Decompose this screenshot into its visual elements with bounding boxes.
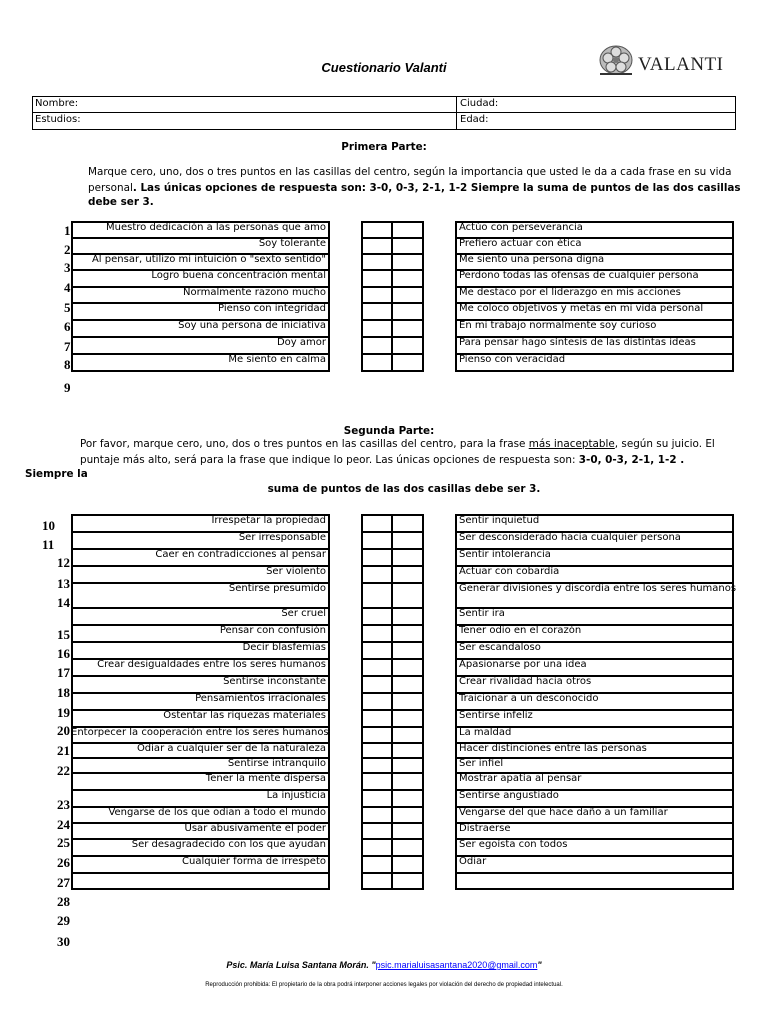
row-divider	[455, 855, 734, 857]
question-number: 8	[64, 357, 71, 372]
personal-info-table	[32, 96, 736, 130]
question-number: 7	[64, 339, 71, 354]
right-statement: Pienso con veracidad	[459, 354, 566, 365]
score-box-left[interactable]	[363, 288, 391, 302]
left-statement: Decir blasfemias	[242, 642, 326, 653]
score-box-right[interactable]	[393, 660, 422, 675]
question-number: 5	[64, 300, 71, 315]
score-box-right[interactable]	[393, 677, 422, 692]
author-email-link[interactable]: psic.marialuisasantana2020@gmail.com	[375, 960, 538, 970]
part2-instructions-b: puntaje más alto, será para la frase que indique lo peor. Las únicas opciones de respuesta son: 3-0, 0-3, 2-1, 1-2 .	[80, 454, 685, 466]
score-box-right[interactable]	[393, 321, 422, 336]
question-number: 1	[64, 223, 71, 238]
right-statement: Sentir ira	[459, 608, 505, 619]
question-number: 18	[57, 685, 70, 700]
score-box-right[interactable]	[393, 694, 422, 709]
score-box-left[interactable]	[363, 533, 391, 548]
logo-text: VALANTI	[638, 54, 724, 75]
flower-logo-icon	[598, 44, 634, 76]
left-statement: Ser cruel	[281, 608, 326, 619]
part2-instructions-c: Siempre la	[25, 468, 88, 480]
score-box-left[interactable]	[363, 874, 391, 888]
score-box-left[interactable]	[363, 223, 391, 237]
question-number: 24	[57, 817, 70, 832]
question-number: 11	[42, 537, 55, 552]
score-box-left[interactable]	[363, 840, 391, 855]
left-statement: Sentirse inconstante	[223, 676, 326, 687]
score-box-right[interactable]	[393, 791, 422, 806]
question-number: 25	[57, 835, 70, 850]
right-statement: La maldad	[459, 727, 512, 738]
left-statement: Crear desigualdades entre los seres humanos	[97, 659, 326, 670]
right-statement: Vengarse del que hace daño a un familiar	[459, 807, 668, 818]
right-statement: Traicionar a un desconocido	[459, 693, 599, 704]
valanti-logo	[598, 44, 732, 76]
right-statement: Ser egoísta con todos	[459, 839, 568, 850]
score-box-right[interactable]	[393, 824, 422, 838]
question-number: 23	[57, 797, 70, 812]
score-box-left[interactable]	[363, 759, 391, 772]
score-box-right[interactable]	[393, 744, 422, 757]
score-box-right[interactable]	[393, 774, 422, 789]
right-statement: Mostrar apatía al pensar	[459, 773, 582, 784]
score-box-left[interactable]	[363, 355, 391, 370]
score-box-left[interactable]	[363, 239, 391, 253]
edad-field[interactable]: Edad:	[460, 114, 489, 125]
left-statement: Irrespetar la propiedad	[211, 515, 326, 526]
question-number: 13	[57, 576, 70, 591]
score-box-right[interactable]	[393, 355, 422, 370]
question-number: 22	[57, 763, 70, 778]
score-box-left[interactable]	[363, 774, 391, 789]
left-statement: Pensamientos irracionales	[195, 693, 326, 704]
score-box-left[interactable]	[363, 677, 391, 692]
score-box-left[interactable]	[363, 711, 391, 726]
estudios-field[interactable]: Estudios:	[35, 114, 81, 125]
right-statement: Me siento una persona digna	[459, 254, 605, 265]
question-number: 15	[57, 627, 70, 642]
left-statement: Caer en contradicciones al pensar	[155, 549, 326, 560]
part2-instructions-d: suma de puntos de las dos casillas debe ser 3.	[267, 483, 541, 495]
right-statement: Sentirse angustiado	[459, 790, 559, 801]
score-box-right[interactable]	[393, 840, 422, 855]
right-statement: Sentir intolerancia	[459, 549, 551, 560]
question-number: 16	[57, 646, 70, 661]
score-box-right[interactable]	[393, 533, 422, 548]
right-statement: Ser desconsiderado hacia cualquier persona	[459, 532, 681, 543]
score-box-left[interactable]	[363, 728, 391, 742]
part1-instructions-c: debe ser 3.	[88, 196, 154, 208]
left-statement: Sentirse intranquilo	[227, 758, 326, 769]
question-number: 26	[57, 855, 70, 870]
left-statement: Normalmente razono mucho	[183, 287, 326, 298]
right-statement: Ser escandaloso	[459, 642, 541, 653]
score-box-right[interactable]	[393, 584, 422, 607]
part1-instructions-b: personal. Las únicas opciones de respuesta son: 3-0, 0-3, 2-1, 1-2 Siempre la suma de puntos de las dos casillas	[88, 182, 741, 194]
score-box-left[interactable]	[363, 584, 391, 607]
question-number: 14	[57, 595, 70, 610]
right-statement: Ser infiel	[459, 758, 504, 769]
right-statement: Generar divisiones y discordia entre los seres humanos	[459, 583, 737, 594]
left-statement: Doy amor	[276, 337, 326, 348]
score-box-left[interactable]	[363, 643, 391, 658]
row-divider	[71, 872, 330, 874]
document-title: Cuestionario Valanti	[321, 60, 447, 75]
left-statement: Tener la mente dispersa	[205, 773, 326, 784]
score-box-left[interactable]	[363, 255, 391, 269]
part1-instructions-a: Marque cero, uno, dos o tres puntos en las casillas del centro, según la importancia que usted le da a cada frase en su vida	[88, 166, 732, 178]
score-box-right[interactable]	[393, 239, 422, 253]
ciudad-field[interactable]: Ciudad:	[460, 98, 499, 109]
question-number: 3	[64, 260, 71, 275]
left-statement: Ser irresponsable	[238, 532, 326, 543]
left-statement: La injusticia	[266, 790, 326, 801]
right-statement: Me coloco objetivos y metas en mi vida personal	[459, 303, 704, 314]
score-box-right[interactable]	[393, 711, 422, 726]
left-statement: Soy una persona de iniciativa	[178, 320, 326, 331]
score-box-right[interactable]	[393, 728, 422, 742]
score-box-right[interactable]	[393, 516, 422, 531]
score-box-left[interactable]	[363, 567, 391, 582]
part1-heading: Primera Parte:	[341, 141, 427, 153]
score-box-left[interactable]	[363, 550, 391, 565]
question-number: 17	[57, 665, 70, 680]
right-statement: Tener odio en el corazón	[459, 625, 582, 636]
score-box-left[interactable]	[363, 321, 391, 336]
right-statement: Odiar	[459, 856, 487, 867]
score-box-right[interactable]	[393, 609, 422, 624]
score-box-left[interactable]	[363, 271, 391, 286]
left-statement: Pienso con integridad	[218, 303, 326, 314]
question-number: 27	[57, 875, 70, 890]
score-box-right[interactable]	[393, 643, 422, 658]
question-number: 28	[57, 894, 70, 909]
question-number: 19	[57, 705, 70, 720]
right-statement: Crear rivalidad hacia otros	[459, 676, 592, 687]
part2-instructions-a: Por favor, marque cero, uno, dos o tres puntos en las casillas del centro, para la frase más inaceptable, según su juicio. El	[80, 438, 715, 450]
score-box-right[interactable]	[393, 255, 422, 269]
score-box-right[interactable]	[393, 808, 422, 822]
copyright-notice: Reproducción prohibida: El propietario de la obra podrá interponer acciones legales por violación del derecho de propiedad intelectual.	[205, 982, 563, 988]
left-statement: Soy tolerante	[258, 238, 326, 249]
score-box-right[interactable]	[393, 567, 422, 582]
part2-heading: Segunda Parte:	[343, 425, 435, 437]
row-divider	[455, 872, 734, 874]
question-number: 30	[57, 934, 70, 949]
left-statement: Odiar a cualquier ser de la naturaleza	[136, 743, 326, 754]
score-box-right[interactable]	[393, 288, 422, 302]
question-number: 4	[64, 280, 71, 295]
right-statement: Actúo con perseverancia	[459, 222, 583, 233]
left-statement: Logro buena concentración mental	[151, 270, 326, 281]
right-statement: Hacer distinciones entre las personas	[459, 743, 647, 754]
left-statement: Pensar con confusión	[219, 625, 326, 636]
question-number: 21	[57, 743, 70, 758]
score-box-left[interactable]	[363, 660, 391, 675]
left-statement: Ser desagradecido con los que ayudan	[131, 839, 326, 850]
left-statement: Usar abusivamente el poder	[184, 823, 326, 834]
left-statement: Vengarse de los que odian a todo el mundo	[108, 807, 326, 818]
score-box-left[interactable]	[363, 744, 391, 757]
score-box-right[interactable]	[393, 550, 422, 565]
question-number: 9	[64, 380, 71, 395]
left-statement: Me siento en calma	[228, 354, 326, 365]
left-statement: Entorpecer la cooperación entre los seres humanos	[71, 727, 329, 738]
score-box-left[interactable]	[363, 791, 391, 806]
right-statement: Prefiero actuar con ética	[459, 238, 582, 249]
score-box-left[interactable]	[363, 694, 391, 709]
score-box-right[interactable]	[393, 857, 422, 872]
score-box-right[interactable]	[393, 304, 422, 319]
score-box-right[interactable]	[393, 223, 422, 237]
question-number: 29	[57, 913, 70, 928]
nombre-field[interactable]: Nombre:	[35, 98, 79, 109]
score-box-right[interactable]	[393, 338, 422, 353]
score-box-left[interactable]	[363, 516, 391, 531]
left-statement: Ostentar las riquezas materiales	[163, 710, 326, 721]
score-box-right[interactable]	[393, 626, 422, 641]
score-box-left[interactable]	[363, 609, 391, 624]
right-statement: En mi trabajo normalmente soy curioso	[459, 320, 657, 331]
left-statement: Muestro dedicación a las personas que amo	[106, 222, 326, 233]
right-statement: Me destaco por el liderazgo en mis acciones	[459, 287, 681, 298]
right-statement: Actuar con cobardía	[459, 566, 560, 577]
left-statement: Sentirse presumido	[228, 583, 326, 594]
left-statement: Al pensar, utilizo mi intuición o "sexto sentido"	[91, 254, 326, 265]
question-number: 6	[64, 319, 71, 334]
score-box-left[interactable]	[363, 857, 391, 872]
question-number: 2	[64, 242, 71, 257]
score-box-right[interactable]	[393, 874, 422, 888]
footer-author: Psic. María Luisa Santana Morán. "psic.marialuisasantana2020@gmail.com"	[226, 960, 542, 970]
score-box-right[interactable]	[393, 271, 422, 286]
right-statement: Distraerse	[459, 823, 511, 834]
score-box-left[interactable]	[363, 626, 391, 641]
right-statement: Para pensar hago síntesis de las distintas ideas	[459, 337, 696, 348]
right-statement: Sentir inquietud	[459, 515, 540, 526]
question-number: 20	[57, 723, 70, 738]
score-box-left[interactable]	[363, 808, 391, 822]
score-box-left[interactable]	[363, 304, 391, 319]
question-number: 12	[57, 555, 70, 570]
score-box-left[interactable]	[363, 824, 391, 838]
right-statement: Perdono todas las ofensas de cualquier persona	[459, 270, 699, 281]
right-statement: Apasionarse por una idea	[459, 659, 587, 670]
score-box-left[interactable]	[363, 338, 391, 353]
left-statement: Cualquier forma de irrespeto	[182, 856, 326, 867]
question-number: 10	[42, 518, 55, 533]
right-statement: Sentirse infeliz	[459, 710, 533, 721]
score-box-right[interactable]	[393, 759, 422, 772]
left-statement: Ser violento	[266, 566, 326, 577]
